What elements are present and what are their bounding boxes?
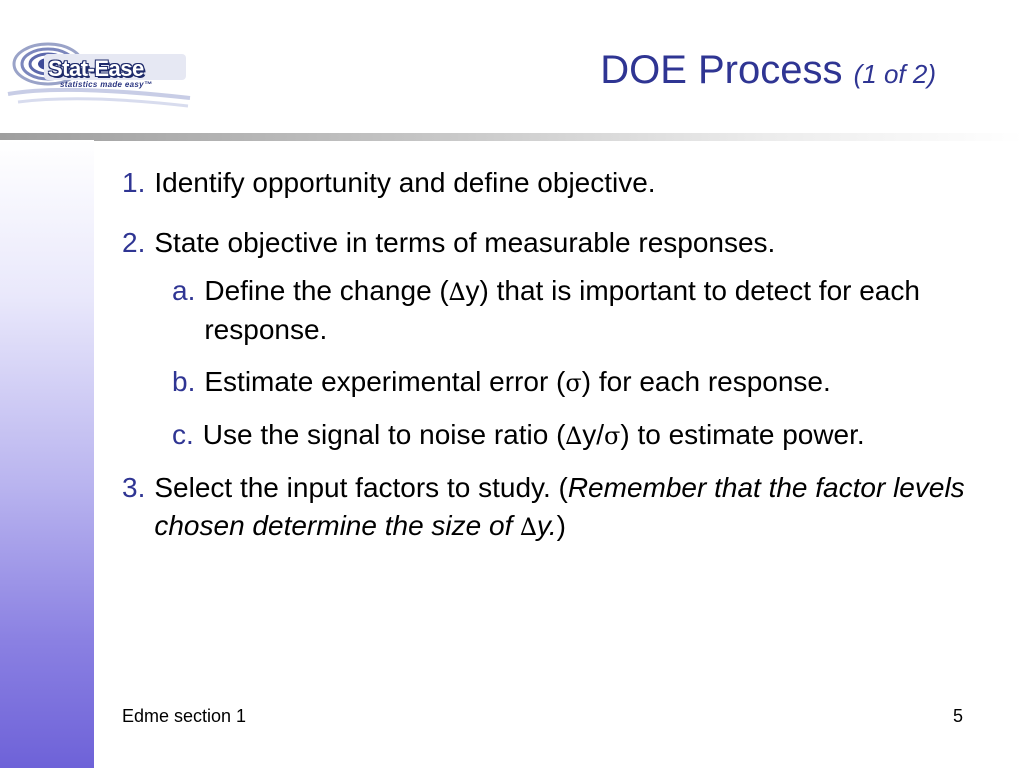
logo-tagline: statistics made easy™ bbox=[60, 80, 153, 89]
item-letter: c. bbox=[172, 419, 194, 450]
logo-wordmark: Stat-Ease bbox=[48, 56, 144, 81]
sigma-symbol: σ bbox=[565, 369, 582, 397]
item-letter: a. bbox=[172, 275, 196, 306]
sub-list-item bbox=[172, 363, 972, 402]
item-text: Select the input factors to study. (Remember that the factor levels chosen determine the size of ∆y.) bbox=[154, 472, 965, 541]
left-gradient-bar bbox=[0, 140, 94, 768]
delta-symbol: ∆ bbox=[448, 278, 466, 306]
item-number: 1. bbox=[122, 167, 146, 198]
item-text: Define the change (∆y) that is important to detect for each response. bbox=[204, 275, 920, 345]
list-item bbox=[122, 164, 972, 202]
list-item bbox=[122, 469, 972, 546]
slide-number: 5 bbox=[953, 706, 964, 726]
slide-title bbox=[600, 48, 936, 93]
delta-symbol: ∆ bbox=[520, 513, 537, 541]
item-letter: b. bbox=[172, 366, 196, 397]
sub-list-item bbox=[172, 272, 972, 349]
sigma-symbol: σ bbox=[603, 422, 621, 450]
item-number: 2. bbox=[122, 227, 146, 258]
list-item bbox=[122, 224, 972, 262]
title-page-indicator: (1 of 2) bbox=[853, 59, 936, 89]
item-text: Identify opportunity and define objective. bbox=[154, 167, 656, 198]
sub-list-item bbox=[172, 416, 972, 455]
item-number: 3. bbox=[122, 472, 146, 503]
item-text: State objective in terms of measurable responses. bbox=[154, 227, 776, 258]
item-text: Estimate experimental error (σ) for each response. bbox=[204, 366, 831, 397]
title-main: DOE Process bbox=[600, 48, 843, 92]
delta-symbol: ∆ bbox=[565, 422, 583, 450]
item-text: Use the signal to noise ratio (∆y/σ) to estimate power. bbox=[202, 419, 865, 450]
slide-content bbox=[122, 164, 972, 546]
stat-ease-logo bbox=[4, 36, 194, 108]
header-divider bbox=[0, 133, 1024, 141]
footer-section-label: Edme section 1 bbox=[122, 706, 247, 726]
